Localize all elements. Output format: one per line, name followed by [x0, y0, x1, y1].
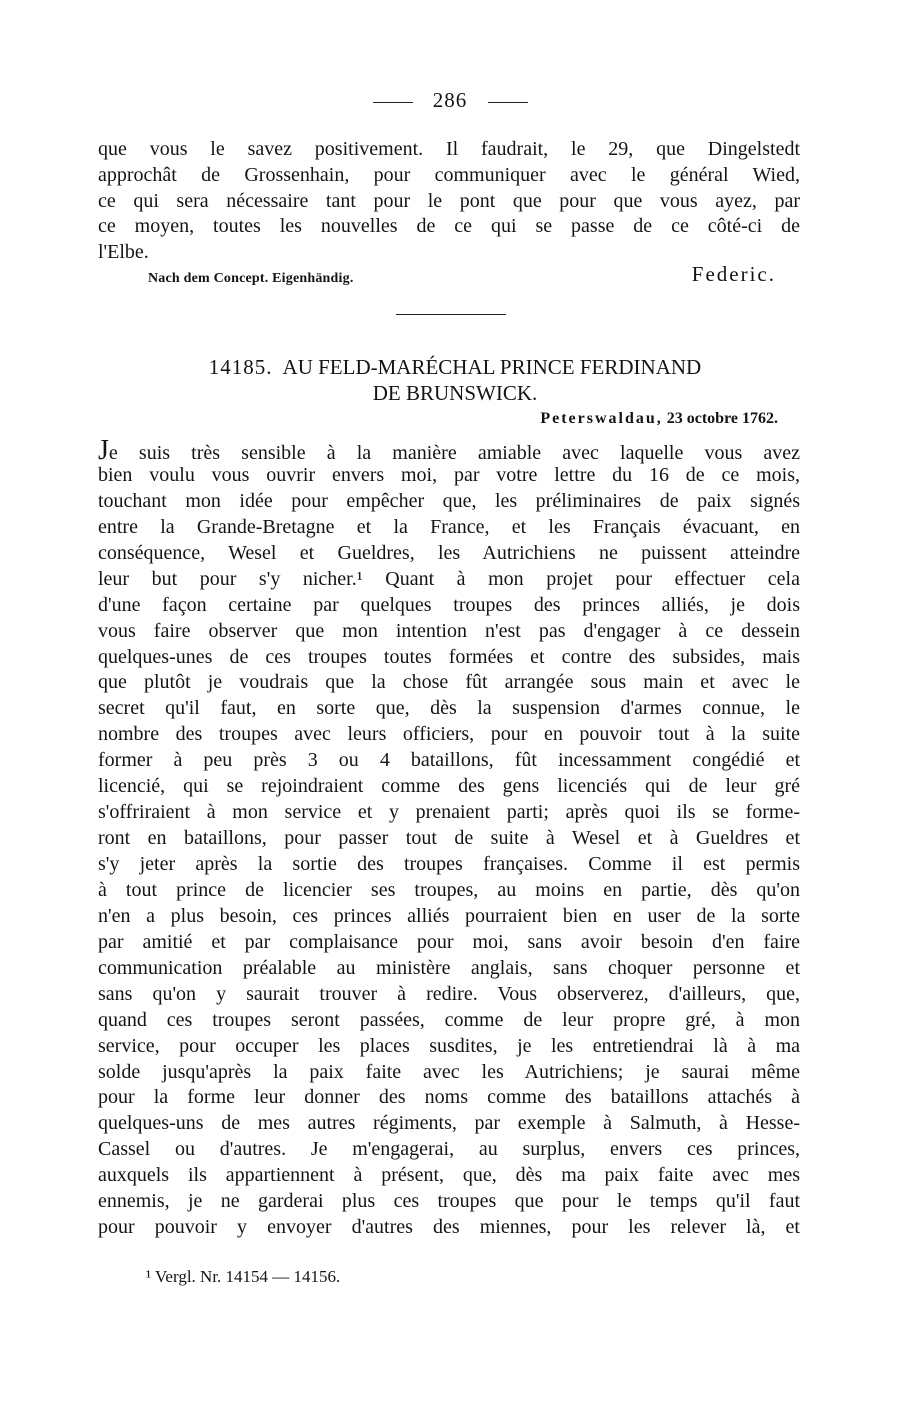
- text-line: service, pour occuper les places susdites, je les entretiendrai là à ma: [98, 1034, 800, 1057]
- text-line: secret qu'il faut, en sorte que, dès la suspension d'armes connue, le: [98, 697, 800, 720]
- page-number: 286: [432, 88, 468, 112]
- text-line: licencié, qui se rejoindraient comme des gens licenciés qui de leur gré: [98, 775, 800, 798]
- text-line: quelques-uns de mes autres régiments, par exemple à Salmuth, à Hesse-: [98, 1112, 800, 1135]
- text-line: ce qui sera nécessaire tant pour le pont que pour que vous ayez, par: [98, 189, 800, 212]
- text-line: communication préalable au ministère anglais, sans choquer personne et: [98, 956, 800, 979]
- text-line: solde jusqu'après la paix faite avec les Autrichiens; je saurai même: [98, 1060, 800, 1083]
- text-line: par amitié et par complaisance pour moi, sans avoir besoin d'en faire: [98, 930, 800, 953]
- text-line: leur but pour s'y nicher.¹ Quant à mon projet pour effectuer cela: [98, 567, 800, 590]
- text-line: s'y jeter après la sortie des troupes françaises. Comme il est permis: [98, 853, 800, 875]
- text-line: conséquence, Wesel et Gueldres, les Autrichiens ne puissent atteindre: [98, 541, 800, 564]
- continuation-paragraph: [98, 137, 800, 266]
- text-line: l'Elbe.: [98, 241, 149, 264]
- letter-heading-line-1: [130, 354, 780, 380]
- text-line: Cassel ou d'autres. Je m'engagerai, au surplus, envers ces princes,: [98, 1138, 800, 1161]
- text-line: quelques-unes de ces troupes toutes formées et contre des subsides, mais: [98, 645, 800, 668]
- page-header: [0, 88, 900, 113]
- footnote: ¹ Vergl. Nr. 14154 — 14156.: [146, 1267, 341, 1286]
- dateline-date: 23 octobre 1762.: [666, 410, 778, 427]
- text-line: s'offriraient à mon service et y prenaient parti; après quoi ils se forme-: [98, 801, 800, 824]
- first-line-text: e suis très sensible à la manière amiable avec laquelle vous avez: [108, 442, 800, 464]
- text-line: touchant mon idée pour empêcher que, les préliminaires de paix signés: [98, 489, 800, 512]
- text-line: nombre des troupes avec leurs officiers, pour en pouvoir tout à la suite: [98, 723, 800, 746]
- text-line: bien voulu vous ouvrir envers moi, par votre lettre du 16 de ce mois,: [98, 463, 800, 486]
- text-line: à tout prince de licencier ses troupes, au moins en partie, dès qu'on: [98, 878, 800, 901]
- text-line: vous faire observer que mon intention n'est pas d'engager à ce dessein: [98, 619, 800, 642]
- source-note: Nach dem Concept. Eigenhändig.: [148, 271, 354, 286]
- text-line: que vous le savez positivement. Il faudrait, le 29, que Dingelstedt: [98, 138, 800, 160]
- text-line: pour pouvoir y envoyer d'autres des miennes, pour les relever là, et: [98, 1216, 800, 1239]
- letter-heading-line-2: DE BRUNSWICK.: [372, 381, 538, 405]
- text-line: entre la Grande-Bretagne et la France, et les Français évacuant, en: [98, 515, 800, 538]
- dateline: [540, 410, 778, 428]
- text-line: ront en bataillons, pour passer tout de suite à Wesel et à Gueldres et: [98, 827, 800, 850]
- header-dash-left: [373, 102, 413, 103]
- text-line: quand ces troupes seront passées, comme de leur propre gré, à mon: [98, 1008, 800, 1031]
- text-line-first: [98, 435, 800, 466]
- initial-letter: J: [98, 435, 109, 466]
- text-line: sans qu'on y saurait trouver à redire. Vous observerez, d'ailleurs, que,: [98, 982, 800, 1005]
- text-line: ennemis, je ne garderai plus ces troupes que pour le temps qu'il faut: [98, 1190, 800, 1213]
- text-line: ce moyen, toutes les nouvelles de ce qui se passe de ce côté-ci de: [98, 215, 800, 238]
- signature: Federic.: [691, 262, 776, 286]
- text-line: d'une façon certaine par quelques troupes des princes alliés, je dois: [98, 593, 800, 616]
- letter-number: 14185.: [208, 355, 273, 379]
- section-divider: [396, 314, 506, 315]
- letter-heading: [130, 354, 780, 406]
- text-line: pour la forme leur donner des noms comme des bataillons attachés à: [98, 1086, 800, 1109]
- dateline-place: Peterswaldau,: [540, 410, 663, 427]
- header-dash-right: [488, 102, 528, 103]
- text-line: approchât de Grossenhain, pour communiquer avec le général Wied,: [98, 163, 800, 186]
- text-line: former à peu près 3 ou 4 bataillons, fût incessamment congédié et: [98, 749, 800, 772]
- text-line: que plutôt je voudrais que la chose fût arrangée sous main et avec le: [98, 671, 800, 694]
- letter-body: [98, 437, 800, 1241]
- text-line: auxquels ils appartiennent à présent, que, dès ma paix faite avec mes: [98, 1164, 800, 1187]
- text-line: n'en a plus besoin, ces princes alliés pourraient bien en user de la sorte: [98, 904, 800, 927]
- letter-recipient: AU FELD-MARÉCHAL PRINCE FERDINAND: [282, 355, 702, 379]
